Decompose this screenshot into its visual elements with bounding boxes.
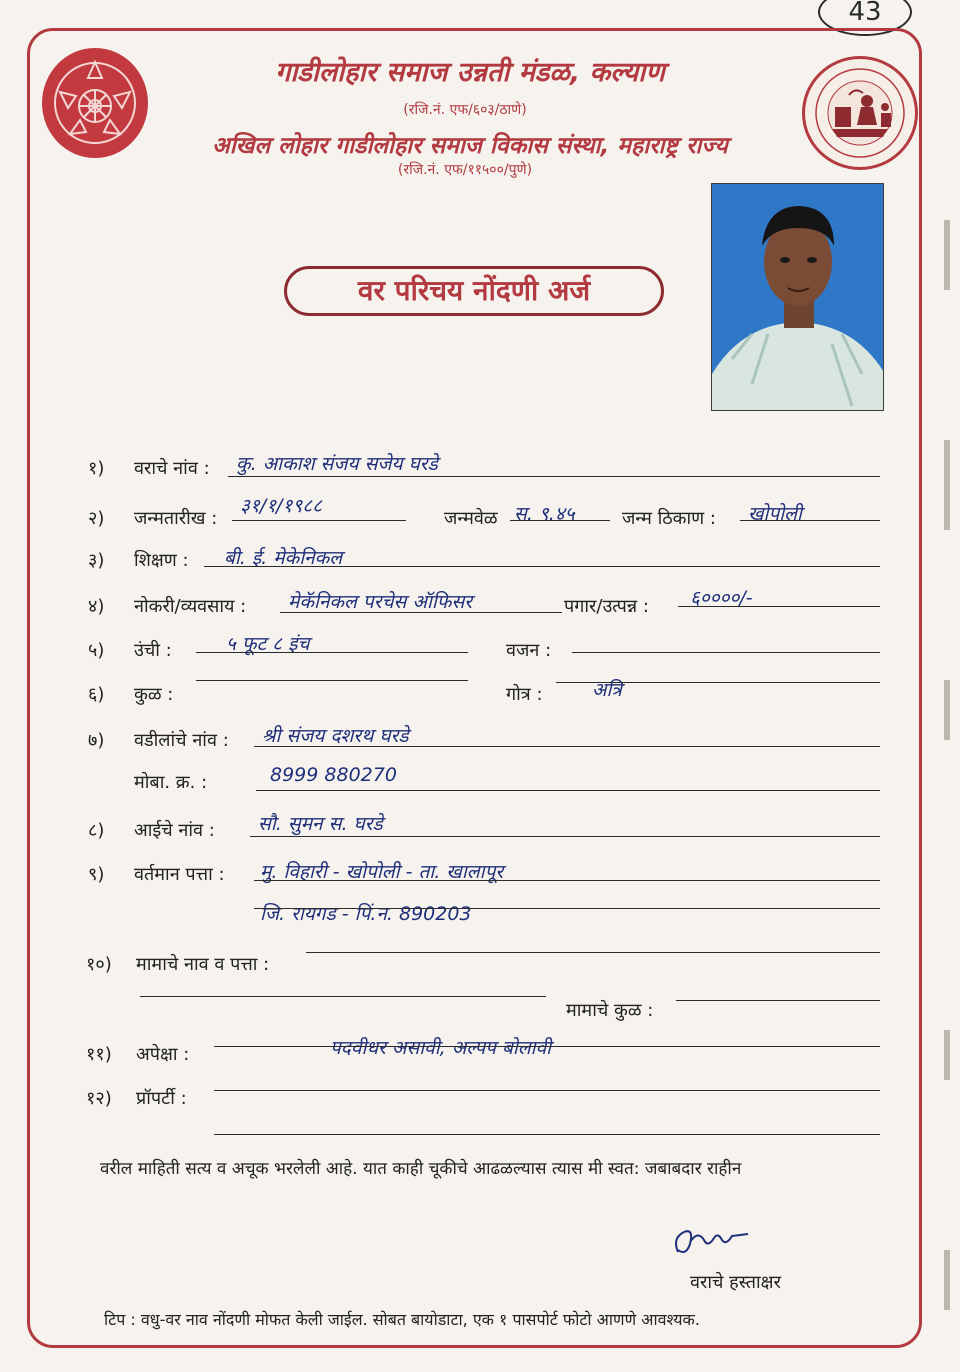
maternal-clan-label: मामाचे कुळ : — [566, 1000, 654, 1021]
field-7-number: ७) — [88, 730, 105, 751]
address-line-1-value: मु. विहारी - खोपोली - ता. खालापूर — [260, 861, 504, 883]
groom-name-value: कु. आकाश संजय सजेय घरडे — [236, 453, 438, 475]
expectation-line — [214, 1046, 880, 1047]
registration-number-1: (रजि.नं. एफ/६०३/ठाणे) — [403, 102, 527, 118]
field-12-number: १२) — [86, 1088, 112, 1109]
gotra-value: अत्रि — [592, 679, 622, 701]
maternal-uncle-line-1 — [306, 952, 880, 953]
father-name-line — [254, 746, 880, 747]
mobile-value: 8999 880270 — [270, 764, 397, 786]
occupation-value: मेकॅनिकल परचेस ऑफिसर — [288, 591, 473, 613]
education-line — [204, 566, 880, 567]
expectation-label: अपेक्षा : — [136, 1044, 190, 1065]
father-name-label: वडीलांचे नांव : — [134, 730, 229, 751]
mother-name-label: आईचे नांव : — [134, 820, 215, 841]
groom-signature — [668, 1222, 752, 1262]
maternal-uncle-label: मामाचे नाव व पत्ता : — [136, 954, 270, 975]
groom-name-label: वराचे नांव : — [134, 458, 210, 479]
registration-number-2: (रजि.नं. एफ/११५००/पुणे) — [397, 162, 533, 178]
paper-edge — [936, 20, 960, 1340]
education-label: शिक्षण : — [134, 550, 189, 571]
birth-place-label: जन्म ठिकाण : — [622, 508, 716, 529]
clan-line — [196, 680, 468, 681]
gotra-line — [556, 682, 880, 683]
field-4-number: ४) — [88, 596, 105, 617]
height-label: उंची : — [134, 640, 172, 661]
address-line-2 — [254, 908, 880, 909]
form-title: वर परिचय नोंदणी अर्ज — [284, 266, 664, 316]
footer-note: टिप : वधु-वर नाव नोंदणी मोफत केली जाईल. सोबत बायोडाटा, एक १ पासपोर्ट फोटो आणणे आवश्यक. — [104, 1310, 700, 1329]
income-line — [678, 606, 880, 607]
education-value: बी. ई. मेकेनिकल — [224, 547, 343, 569]
occupation-label: नोकरी/व्यवसाय : — [134, 596, 247, 617]
height-value: ५ फूट ८ इंच — [226, 633, 310, 655]
left-emblem-logo — [42, 48, 148, 158]
birth-time-line — [510, 520, 610, 521]
address-label: वर्तमान पत्ता : — [134, 864, 225, 885]
mother-name-line — [250, 836, 880, 837]
applicant-photo — [711, 183, 884, 411]
property-line-2 — [214, 1134, 880, 1135]
father-name-value: श्री संजय दशरथ घरडे — [262, 725, 409, 747]
field-1-number: १) — [88, 458, 105, 479]
mobile-line — [256, 790, 880, 791]
declaration-text: वरील माहिती सत्य व अचूक भरलेली आहे. यात काही चूकीचे आढळल्यास त्यास मी स्वत: जबाबदार राहीन — [100, 1159, 742, 1179]
property-label: प्रॉपर्टी : — [136, 1088, 187, 1109]
birth-place-value: खोपोली — [748, 503, 802, 525]
organization-subtitle: अखिल लोहार गाडीलोहार समाज विकास संस्था, महाराष्ट्र राज्य — [212, 133, 728, 159]
organization-title: गाडीलोहार समाज उन्नती मंडळ, कल्याण — [275, 57, 665, 88]
page-number-annotation: 43 — [818, 0, 912, 36]
address-line-1 — [254, 880, 880, 881]
occupation-line — [280, 612, 562, 613]
mobile-label: मोबा. क्र. : — [134, 772, 208, 793]
birth-date-label: जन्मतारीख : — [134, 508, 218, 529]
field-10-number: १०) — [86, 954, 112, 975]
maternal-clan-line — [676, 1000, 880, 1001]
weight-line — [572, 652, 880, 653]
expectation-value: पदवीधर असावी, अल्पप बोलावी — [330, 1037, 552, 1059]
birth-time-label: जन्मवेळ — [444, 508, 498, 529]
clan-label: कुळ : — [134, 684, 174, 705]
gotra-label: गोत्र : — [506, 684, 543, 705]
property-line-1 — [214, 1090, 880, 1091]
birth-time-value: स. ९.४५ — [514, 503, 575, 525]
birth-date-value: ३१/१/१९८८ — [240, 495, 322, 517]
income-value: ६००००/- — [690, 587, 753, 609]
income-label: पगार/उत्पन्न : — [564, 596, 649, 617]
right-emblem-seal — [802, 56, 918, 170]
birth-place-line — [740, 520, 880, 521]
field-9-number: ९) — [88, 864, 105, 885]
field-8-number: ८) — [88, 820, 105, 841]
maternal-uncle-line-2 — [140, 996, 546, 997]
height-line — [196, 652, 468, 653]
birth-date-line — [232, 520, 406, 521]
field-11-number: ११) — [86, 1044, 112, 1065]
field-5-number: ५) — [88, 640, 105, 661]
mother-name-value: सौ. सुमन स. घरडे — [258, 813, 383, 835]
groom-name-line — [228, 476, 880, 477]
address-line-2-value: जि. रायगड - पिं.न. 890203 — [260, 903, 472, 925]
weight-label: वजन : — [506, 640, 552, 661]
signature-label: वराचे हस्ताक्षर — [690, 1272, 781, 1293]
field-3-number: ३) — [88, 550, 105, 571]
field-2-number: २) — [88, 508, 105, 529]
field-6-number: ६) — [88, 684, 105, 705]
